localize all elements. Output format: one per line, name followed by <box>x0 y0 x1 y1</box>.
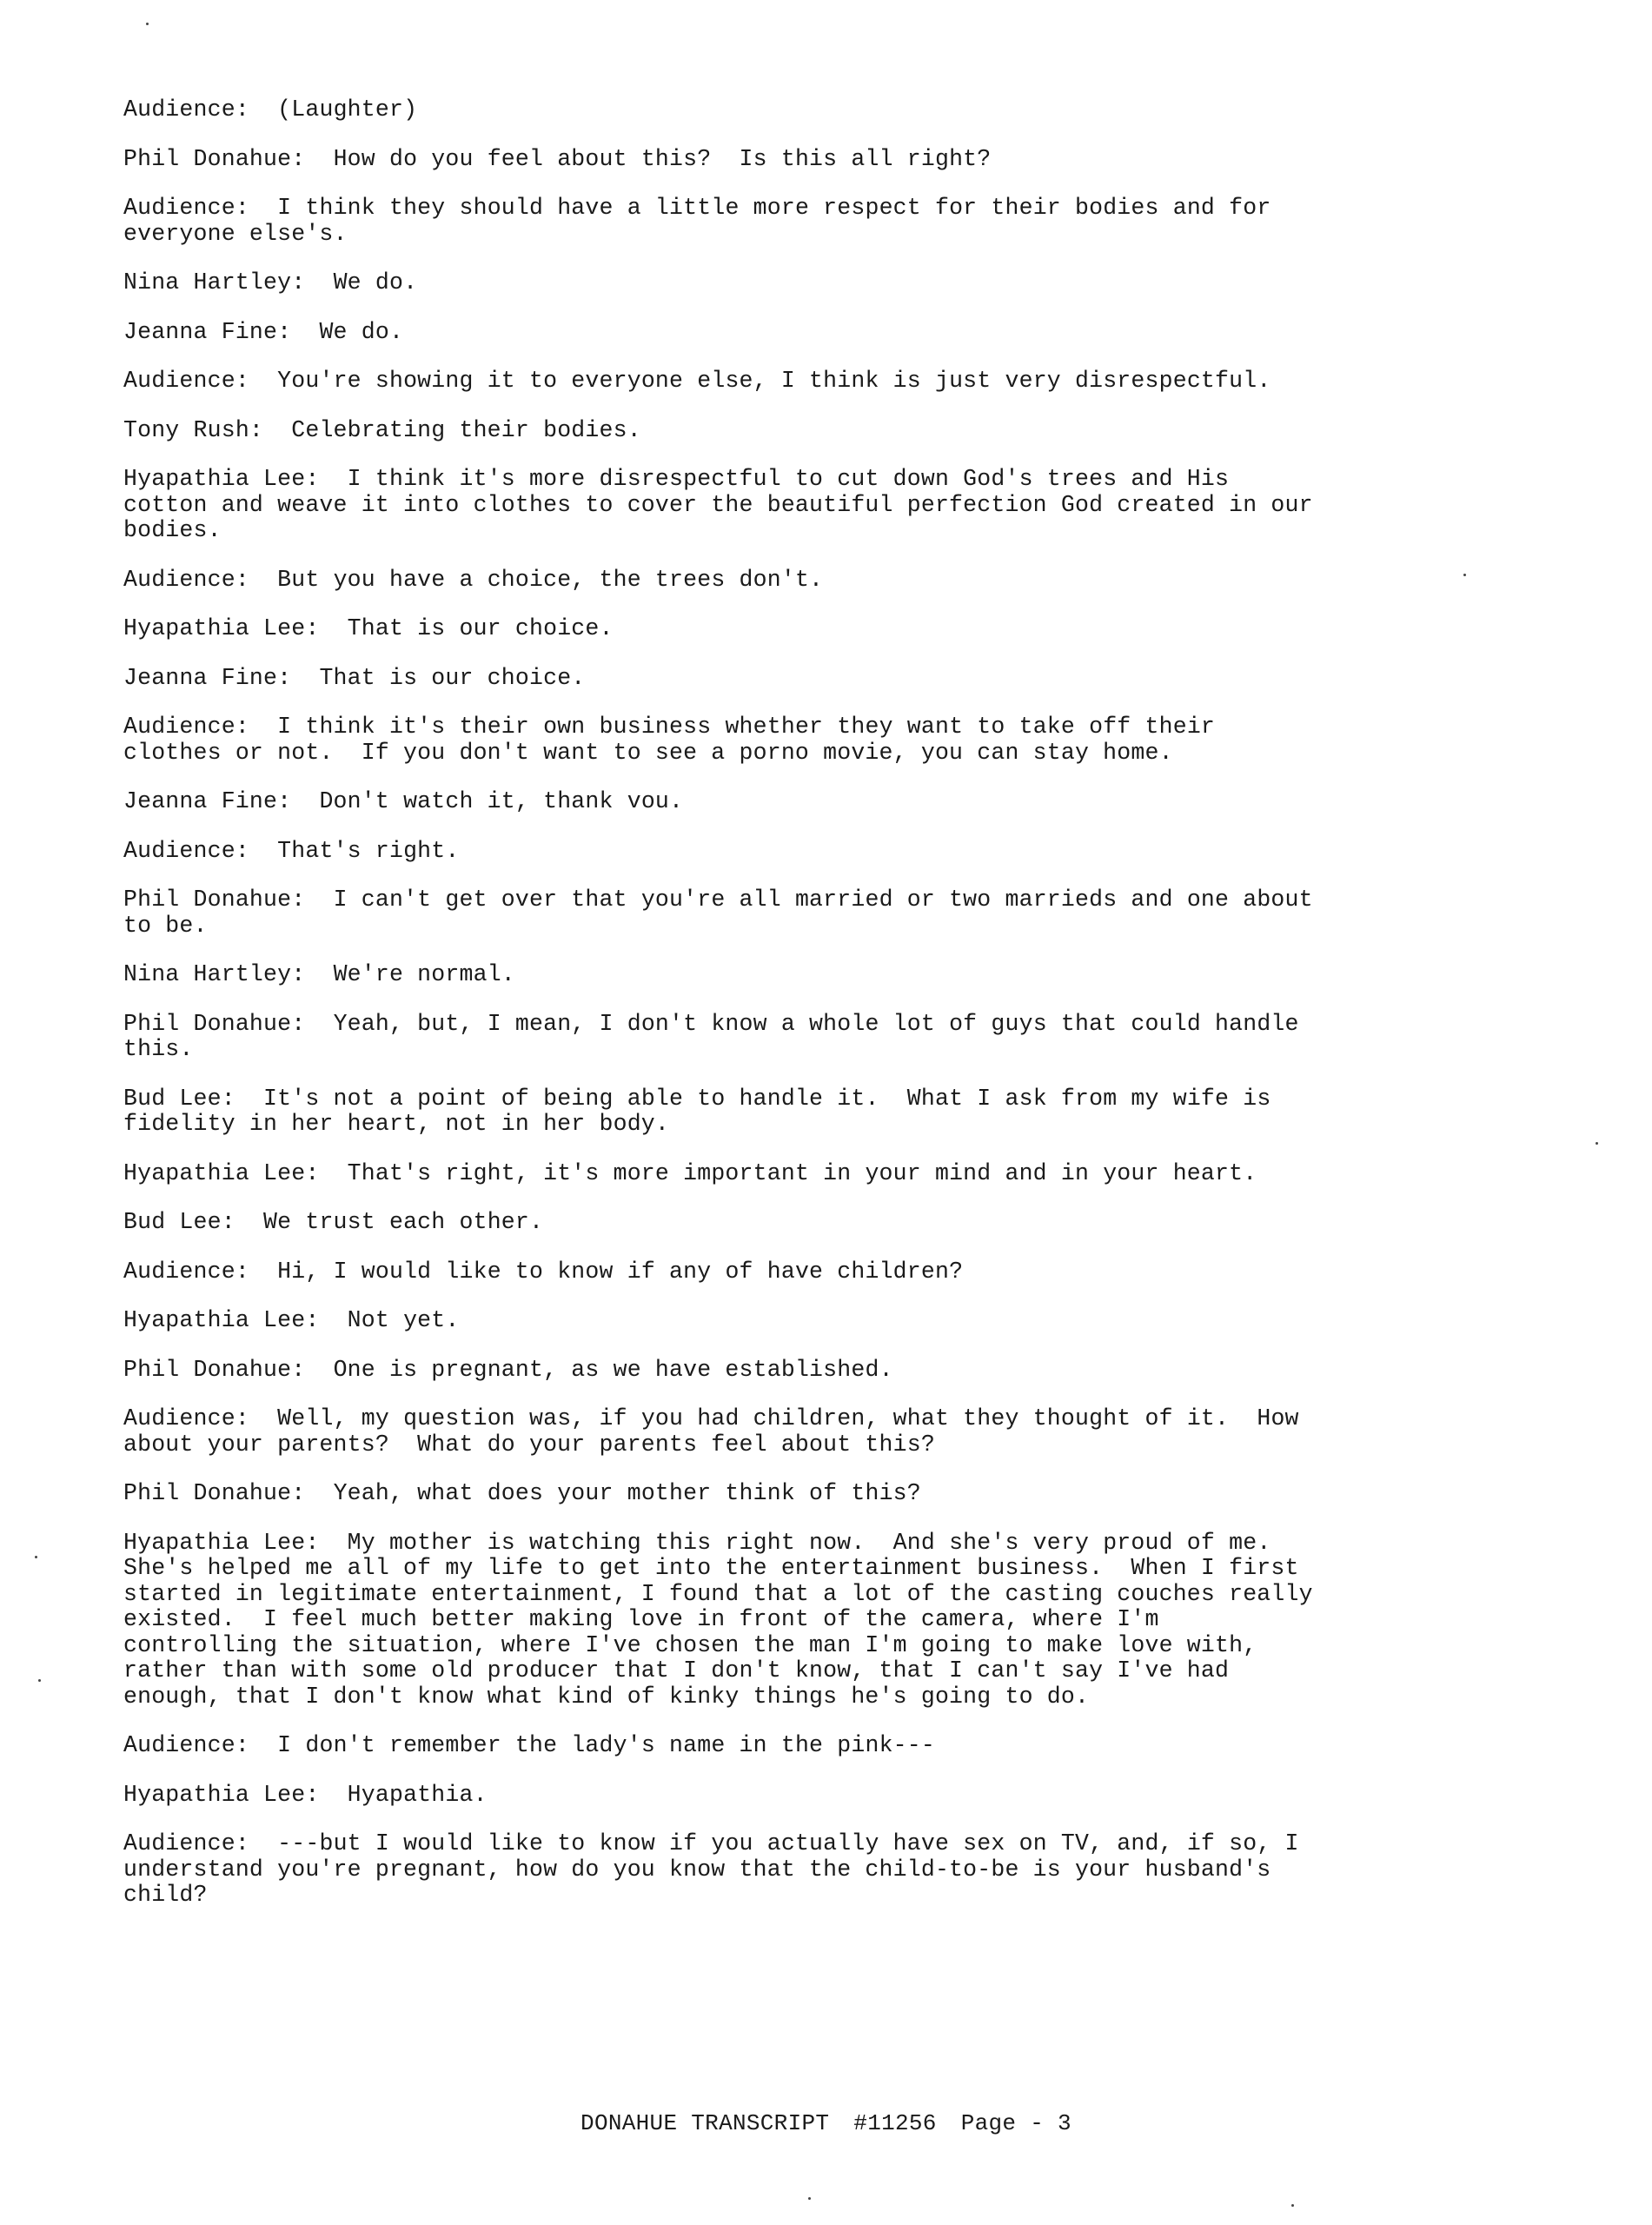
utterance-text: Not yet. <box>347 1307 460 1333</box>
utterance-text: Hi, I would like to know if any of have children? <box>277 1258 964 1285</box>
scan-speck <box>38 1679 41 1682</box>
scan-speck <box>1463 574 1466 576</box>
utterance-text: That's right. <box>277 837 460 864</box>
speaker-name: Audience: <box>123 195 249 221</box>
transcript-entry <box>123 1831 1375 1909</box>
transcript-entry <box>123 666 1375 692</box>
transcript-entry <box>123 1161 1375 1187</box>
speaker-name: Jeanna Fine: <box>123 318 292 345</box>
transcript-entry <box>123 270 1375 296</box>
transcript-entry <box>123 418 1375 444</box>
utterance-text: It's not a point of being able to handle it. What I ask from my wife is fidelity in her heart, not in her body. <box>123 1085 1271 1137</box>
transcript-entry <box>123 1086 1375 1138</box>
scan-speck <box>35 1556 37 1558</box>
speaker-name: Phil Donahue: <box>123 145 306 172</box>
utterance-text: (Laughter) <box>277 96 418 123</box>
utterance-text: I don't remember the lady's name in the pink--- <box>277 1732 935 1758</box>
speaker-name: Phil Donahue: <box>123 1356 306 1383</box>
utterance-text: We're normal. <box>333 961 515 987</box>
utterance-text: I think they should have a little more respect for their bodies and for everyone else's. <box>123 195 1271 247</box>
transcript-entry <box>123 887 1375 939</box>
utterance-text: Well, my question was, if you had children, what they thought of it. How about your parents? What do your parents feel about this? <box>123 1405 1299 1458</box>
speaker-name: Bud Lee: <box>123 1209 236 1235</box>
transcript-entry <box>123 714 1375 766</box>
utterance-text: My mother is watching this right now. And she's very proud of me. She's helped me all of my life to get into the entertainment business. When I first started in legitimate entertainment, I found that a lot of the casting couches really existed. I feel much better making love in front of the camera, where I'm controlling the situation, where I've chosen the man I'm going to make love with, rather than with some old producer that I don't know, that I can't say I've had enough, that I don't know what kind of kinky things he's going to do. <box>123 1529 1313 1710</box>
speaker-name: Audience: <box>123 566 249 593</box>
speaker-name: Hyapathia Lee: <box>123 466 320 492</box>
transcript-entry <box>123 1406 1375 1458</box>
transcript-entry <box>123 1531 1375 1710</box>
utterance-text: I think it's more disrespectful to cut down God's trees and His cotton and weave it into clothes to cover the beautiful perfection God created in our bodies. <box>123 466 1313 543</box>
footer-title: DONAHUE TRANSCRIPT <box>581 2110 830 2136</box>
speaker-name: Nina Hartley: <box>123 269 306 296</box>
utterance-text: That is our choice. <box>347 615 614 641</box>
speaker-name: Audience: <box>123 1830 249 1856</box>
transcript-entry <box>123 320 1375 346</box>
transcript-entry <box>123 1308 1375 1334</box>
transcript-entry <box>123 1012 1375 1063</box>
utterance-text: We trust each other. <box>263 1209 544 1235</box>
page-footer <box>0 2110 1652 2136</box>
transcript-entry <box>123 1783 1375 1809</box>
speaker-name: Jeanna Fine: <box>123 664 292 691</box>
speaker-name: Bud Lee: <box>123 1085 236 1112</box>
transcript-entry <box>123 147 1375 173</box>
speaker-name: Phil Donahue: <box>123 887 306 913</box>
utterance-text: ---but I would like to know if you actually have sex on TV, and, if so, I understand you're pregnant, how do you know that the child-to-be is your husband's child? <box>123 1830 1299 1908</box>
speaker-name: Jeanna Fine: <box>123 788 292 814</box>
utterance-text: One is pregnant, as we have established. <box>333 1356 893 1383</box>
transcript-entry <box>123 1733 1375 1759</box>
speaker-name: Hyapathia Lee: <box>123 615 320 641</box>
utterance-text: How do you feel about this? Is this all right? <box>333 145 992 172</box>
transcript-entry <box>123 97 1375 123</box>
speaker-name: Tony Rush: <box>123 416 264 443</box>
speaker-name: Hyapathia Lee: <box>123 1529 320 1556</box>
utterance-text: I can't get over that you're all married or two marrieds and one about to be. <box>123 887 1313 939</box>
transcript-entry <box>123 839 1375 865</box>
speaker-name: Hyapathia Lee: <box>123 1781 320 1808</box>
speaker-name: Audience: <box>123 1732 249 1758</box>
utterance-text: Celebrating their bodies. <box>291 416 641 443</box>
speaker-name: Phil Donahue: <box>123 1010 306 1037</box>
scan-speck <box>1291 2204 1294 2207</box>
transcript-entry <box>123 1259 1375 1285</box>
transcript-entry <box>123 1358 1375 1384</box>
utterance-text: That's right, it's more important in your mind and in your heart. <box>347 1159 1257 1186</box>
footer-page-number: Page - 3 <box>960 2110 1071 2136</box>
transcript-entry <box>123 369 1375 395</box>
speaker-name: Audience: <box>123 368 249 394</box>
speaker-name: Audience: <box>123 96 249 123</box>
utterance-text: I think it's their own business whether they want to take off their clothes or not. If you don't want to see a porno movie, you can stay home. <box>123 714 1216 766</box>
transcript-entry <box>123 467 1375 544</box>
scan-speck <box>1596 1142 1598 1145</box>
scan-speck <box>808 2197 811 2200</box>
speaker-name: Phil Donahue: <box>123 1480 306 1506</box>
speaker-name: Audience: <box>123 714 249 740</box>
utterance-text: That is our choice. <box>319 664 586 691</box>
transcript-body <box>123 97 1375 1932</box>
utterance-text: We do. <box>319 318 404 345</box>
speaker-name: Nina Hartley: <box>123 961 306 987</box>
utterance-text: You're showing it to everyone else, I think is just very disrespectful. <box>277 368 1271 394</box>
transcript-entry <box>123 568 1375 594</box>
transcript-entry <box>123 616 1375 642</box>
utterance-text: Yeah, what does your mother think of this? <box>333 1480 921 1506</box>
utterance-text: Don't watch it, thank vou. <box>319 788 684 814</box>
scan-speck <box>146 23 149 25</box>
transcript-entry <box>123 196 1375 247</box>
speaker-name: Audience: <box>123 1405 249 1431</box>
speaker-name: Hyapathia Lee: <box>123 1307 320 1333</box>
transcript-entry <box>123 1210 1375 1236</box>
transcript-entry <box>123 789 1375 815</box>
speaker-name: Hyapathia Lee: <box>123 1159 320 1186</box>
speaker-name: Audience: <box>123 837 249 864</box>
speaker-name: Audience: <box>123 1258 249 1285</box>
utterance-text: But you have a choice, the trees don't. <box>277 566 824 593</box>
utterance-text: Hyapathia. <box>347 1781 488 1808</box>
utterance-text: We do. <box>333 269 418 296</box>
transcript-entry <box>123 1481 1375 1507</box>
transcript-entry <box>123 962 1375 988</box>
footer-transcript-number: #11256 <box>853 2110 937 2136</box>
utterance-text: Yeah, but, I mean, I don't know a whole lot of guys that could handle this. <box>123 1010 1299 1062</box>
